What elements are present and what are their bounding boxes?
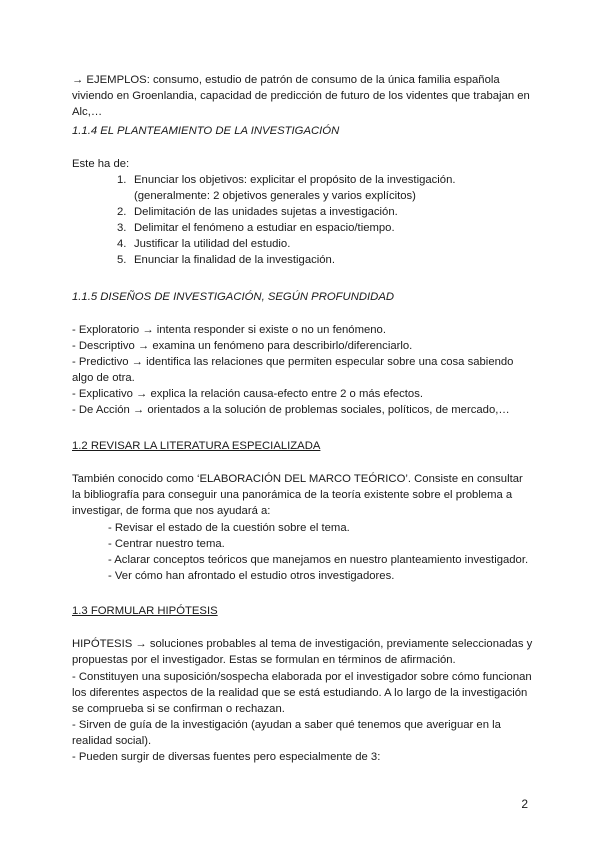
lead-text: Este ha de:	[72, 158, 130, 170]
heading-1-1-5: 1.1.5 DISEÑOS DE INVESTIGACIÓN, SEGÚN PROFUNDIDAD	[72, 291, 395, 303]
hipotesis-paragraph: HIPÓTESIS → soluciones probables al tema de investigación, previamente seleccionadas y propuestas por el investigador. Estas se formulan en términos de afirmación.	[72, 638, 533, 666]
list-item: - Constituyen una suposición/sospecha elaborada por el investigador sobre cómo funcionan los diferentes aspectos de la realidad que se está estudiando. A lo largo de la investigación se comprueba si se confirman o rechazan.	[72, 671, 532, 715]
disenos-list	[72, 322, 534, 418]
hipotesis-list	[72, 669, 534, 765]
list-item: - Pueden surgir de diversas fuentes pero especialmente de 3:	[72, 751, 381, 763]
list-item: 3. Delimitar el fenómeno a estudiar en espacio/tiempo.	[117, 222, 395, 234]
list-item: 5. Enunciar la finalidad de la investigación.	[117, 254, 335, 266]
list-item: - Predictivo → identifica las relaciones que permiten especular sobre una cosa sabiendo algo de otra.	[72, 356, 514, 384]
planteamiento-list	[72, 172, 534, 268]
list-item: - Explicativo → explica la relación causa-efecto entre 2 o más efectos.	[72, 388, 423, 400]
literatura-paragraph: También conocido como ‘ELABORACIÓN DEL MARCO TEÓRICO’. Consiste en consultar la bibliografía para conseguir una panorámica de la teoría existente sobre el problema a investigar, de forma que nos ayudará a:	[72, 473, 523, 517]
examples-paragraph: → EJEMPLOS: consumo, estudio de patrón de consumo de la única familia española viviendo en Groenlandia, capacidad de predicción de futuro de los videntes que trabajan en Alc,…	[72, 74, 530, 118]
list-item: - Descriptivo → examina un fenómeno para describirlo/diferenciarlo.	[72, 340, 413, 352]
list-item: - Centrar nuestro tema.	[108, 538, 225, 550]
list-item: - Exploratorio → intenta responder si existe o no un fenómeno.	[72, 324, 386, 336]
list-item: - Aclarar conceptos teóricos que manejamos en nuestro planteamiento investigador.	[108, 554, 529, 566]
page-number: 2	[521, 797, 528, 811]
list-item: - Sirven de guía de la investigación (ayudan a saber qué tenemos que averiguar en la realidad social).	[72, 719, 501, 747]
list-item: - Ver cómo han afrontado el estudio otros investigadores.	[108, 570, 395, 582]
list-item: 2. Delimitación de las unidades sujetas a investigación.	[117, 206, 398, 218]
list-item: - Revisar el estado de la cuestión sobre el tema.	[108, 522, 350, 534]
literatura-list	[72, 520, 534, 584]
heading-1-2: 1.2 REVISAR LA LITERATURA ESPECIALIZADA	[72, 440, 321, 452]
list-item: 4. Justificar la utilidad del estudio.	[117, 238, 291, 250]
list-item: 1. Enunciar los objetivos: explicitar el propósito de la investigación. (generalmente: 2 objetivos generales y varios explícitos)	[117, 174, 456, 202]
heading-1-1-4: 1.1.4 EL PLANTEAMIENTO DE LA INVESTIGACIÓN	[72, 125, 340, 137]
list-item: - De Acción → orientados a la solución de problemas sociales, políticos, de mercado,…	[72, 404, 510, 416]
heading-1-3: 1.3 FORMULAR HIPÓTESIS	[72, 605, 218, 617]
